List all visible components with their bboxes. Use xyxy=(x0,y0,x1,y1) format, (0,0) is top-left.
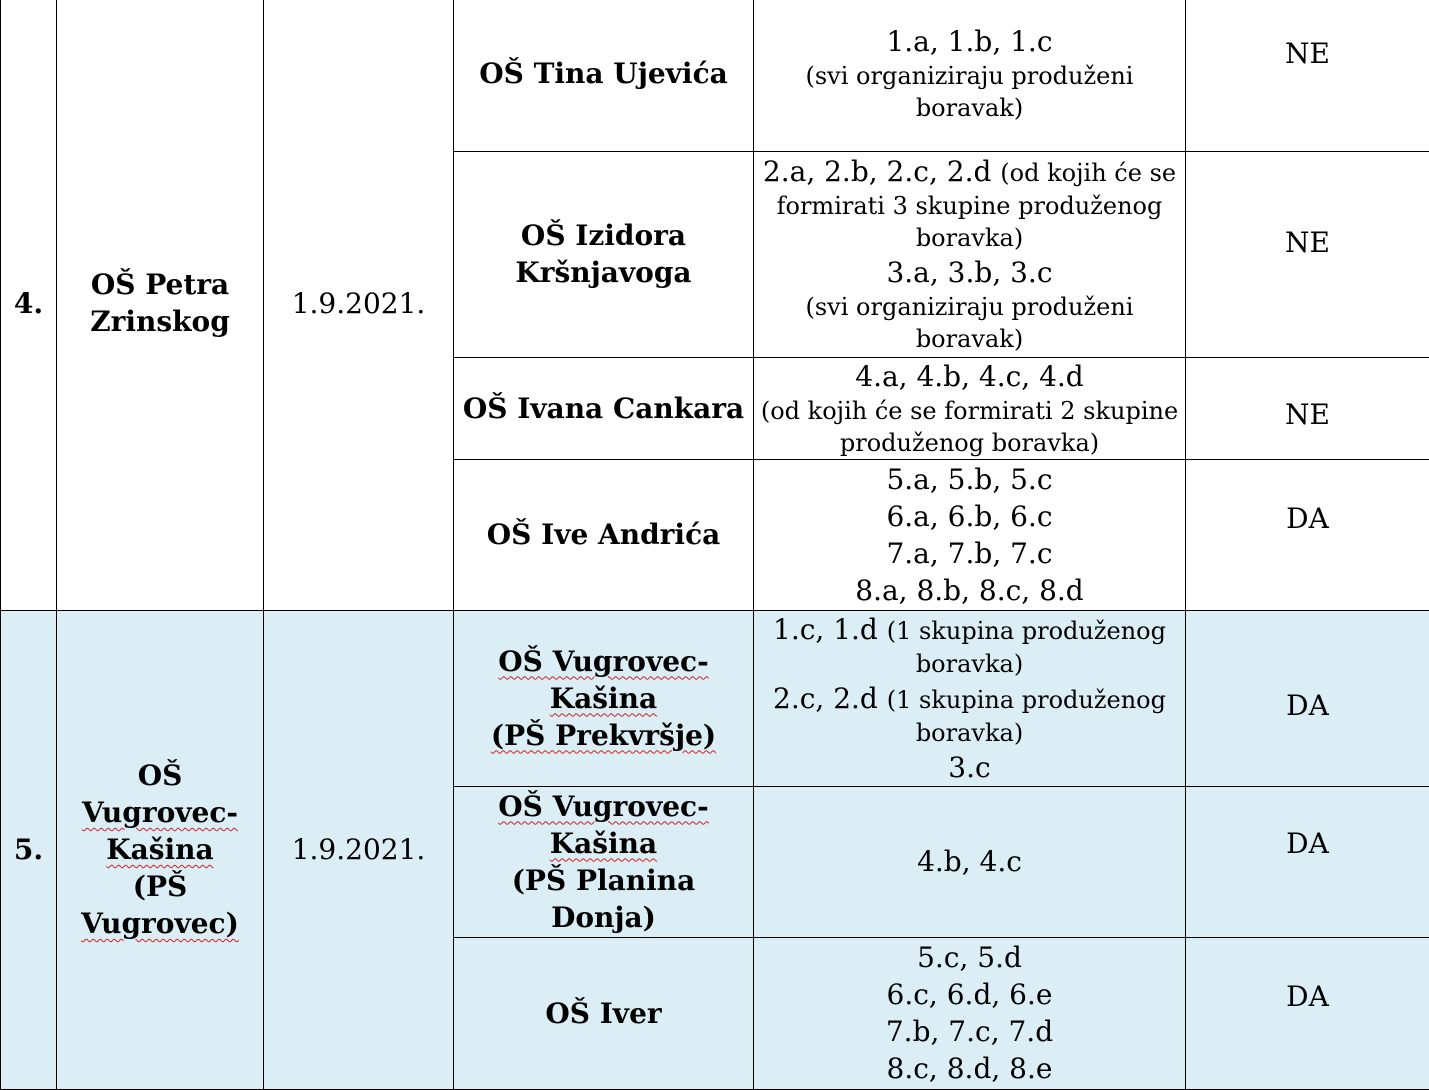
partner-school: OŠ Ive Andrića xyxy=(454,459,754,610)
partner-school: OŠ Ivana Cankara xyxy=(454,357,754,459)
classes-cell: 1.c, 1.d (1 skupina produženog boravka) 2.c, 2.d (1 skupina produženog boravka) 3.c xyxy=(754,610,1186,786)
partner-school: OŠ Vugrovec- Kašina (PŠ Prekvršje) xyxy=(454,610,754,786)
main-school: OŠ Vugrovec- Kašina (PŠ Vugrovec) xyxy=(57,610,264,1089)
status-cell: DA xyxy=(1186,786,1429,937)
partner-school: OŠ Tina Ujevića xyxy=(454,0,754,151)
status-cell: DA xyxy=(1186,937,1429,1089)
table-row xyxy=(1,610,1429,786)
classes-cell: 2.a, 2.b, 2.c, 2.d (od kojih će se formirati 3 skupine produženog boravka) 3.a, 3.b, 3.c (svi organiziraju produženi boravak) xyxy=(754,151,1186,357)
partner-school: OŠ Izidora Kršnjavoga xyxy=(454,151,754,357)
status-cell: NE xyxy=(1186,357,1429,459)
start-date: 1.9.2021. xyxy=(264,0,454,610)
status-cell: NE xyxy=(1186,0,1429,151)
partner-school: OŠ Iver xyxy=(454,937,754,1089)
main-school: OŠ Petra Zrinskog xyxy=(57,0,264,610)
table-row xyxy=(1,0,1429,151)
status-cell: DA xyxy=(1186,610,1429,786)
start-date: 1.9.2021. xyxy=(264,610,454,1089)
classes-cell: 5.c, 5.d 6.c, 6.d, 6.e 7.b, 7.c, 7.d 8.c, 8.d, 8.e xyxy=(754,937,1186,1089)
row-number: 4. xyxy=(1,0,57,610)
classes-cell: 1.a, 1.b, 1.c (svi organiziraju produženi boravak) xyxy=(754,0,1186,151)
status-cell: DA xyxy=(1186,459,1429,610)
classes-cell: 4.b, 4.c xyxy=(754,786,1186,937)
row-number: 5. xyxy=(1,610,57,1089)
partner-school: OŠ Vugrovec- Kašina (PŠ Planina Donja) xyxy=(454,786,754,937)
classes-cell: 5.a, 5.b, 5.c 6.a, 6.b, 6.c 7.a, 7.b, 7.c 8.a, 8.b, 8.c, 8.d xyxy=(754,459,1186,610)
status-cell: NE xyxy=(1186,151,1429,357)
classes-cell: 4.a, 4.b, 4.c, 4.d (od kojih će se formirati 2 skupine produženog boravka) xyxy=(754,357,1186,459)
